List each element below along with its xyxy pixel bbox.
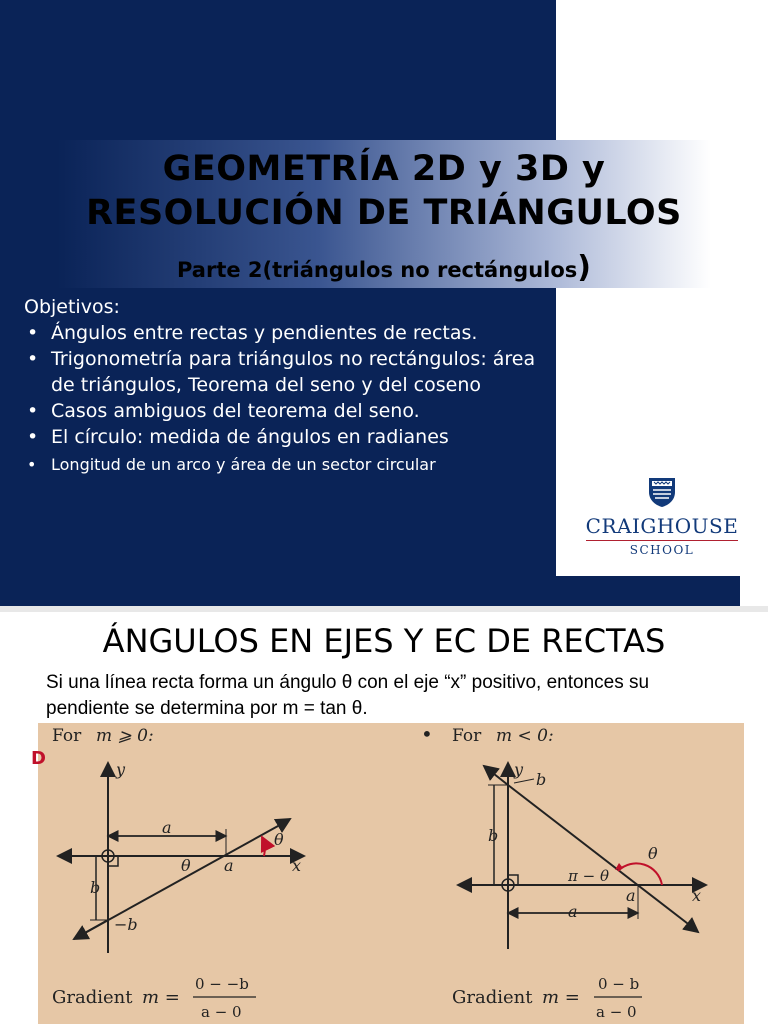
right-gradient-label: Gradient xyxy=(452,987,533,1008)
objectives-heading: Objetivos: xyxy=(24,296,120,318)
right-a-axis: a xyxy=(626,886,636,905)
right-gradient-den: a − 0 xyxy=(596,1003,637,1021)
left-x-label: x xyxy=(292,856,302,875)
left-diagram xyxy=(52,726,304,1021)
logo-subtitle: SCHOOL xyxy=(629,543,695,557)
subtitle-text: Parte 2(triángulos no rectángulos xyxy=(176,258,578,282)
logo-name: CRAIGHOUSE xyxy=(585,514,739,538)
crest-icon xyxy=(647,476,677,508)
slide-2-text: Si una línea recta forma un ángulo θ con el eje “x” positivo, entonces su pendiente se determina por m = tan θ. xyxy=(46,672,650,719)
right-gradient-num: 0 − b xyxy=(598,975,640,993)
red-mark: D xyxy=(31,748,46,769)
right-line-arrow-up xyxy=(484,766,508,785)
gradient-figure xyxy=(38,723,744,1024)
right-theta: θ xyxy=(648,844,658,863)
left-gradient-label: Gradient xyxy=(52,987,133,1008)
left-line-arrow-down xyxy=(74,920,108,939)
right-right-angle xyxy=(508,875,518,885)
objective-item: • Longitud de un arco y área de un sector circular xyxy=(24,452,554,478)
left-minus-b: −b xyxy=(114,915,138,934)
gradient-diagrams xyxy=(38,723,744,1024)
school-logo xyxy=(584,476,740,557)
right-caption-for: For xyxy=(452,726,482,746)
right-b-leader xyxy=(514,779,534,783)
slide-divider xyxy=(0,606,768,612)
left-line-arrow-up xyxy=(278,819,290,826)
right-bullet: • xyxy=(421,723,433,746)
title-line-2: RESOLUCIÓN DE TRIÁNGULOS xyxy=(86,193,682,233)
right-y-label: y xyxy=(514,760,524,779)
right-b-top: b xyxy=(536,770,547,789)
objective-item: • El círculo: medida de ángulos en radianes xyxy=(24,424,554,450)
objectives-list xyxy=(24,320,554,478)
right-edge xyxy=(740,0,768,606)
objective-item: • Ángulos entre rectas y pendientes de rectas. xyxy=(24,320,554,346)
right-diagram xyxy=(421,723,706,1021)
objective-item: • Trigonometría para triángulos no rectángulos: área de triángulos, Teorema del seno y del coseno xyxy=(24,346,554,398)
left-theta-arc xyxy=(262,837,265,856)
left-theta: θ xyxy=(274,830,284,849)
right-b-side: b xyxy=(488,826,499,845)
left-gradient-num: 0 − −b xyxy=(195,975,249,993)
right-caption-cond: m < 0: xyxy=(496,726,554,746)
left-a-top: a xyxy=(162,818,172,837)
left-gradient-m: m = xyxy=(142,987,180,1008)
slide-2-title: ÁNGULOS EN EJES Y EC DE RECTAS xyxy=(102,622,666,660)
left-theta-inner: θ xyxy=(181,856,191,875)
right-line xyxy=(508,785,696,930)
right-pi-minus-theta: π − θ xyxy=(568,867,609,885)
left-y-label: y xyxy=(116,760,126,779)
objectives-block xyxy=(24,294,554,478)
right-line-arrow-down xyxy=(688,924,698,932)
left-right-angle xyxy=(108,856,118,866)
left-caption-cond: m ⩾ 0: xyxy=(96,726,154,746)
left-b: b xyxy=(90,878,101,897)
left-gradient-den: a − 0 xyxy=(201,1003,242,1021)
left-caption-for: For xyxy=(52,726,82,746)
left-a-axis: a xyxy=(224,856,234,875)
objective-item: • Casos ambiguos del teorema del seno. xyxy=(24,398,554,424)
subtitle xyxy=(57,250,711,285)
logo-rule xyxy=(586,540,738,541)
right-x-label: x xyxy=(692,886,702,905)
right-gradient-m: m = xyxy=(542,987,580,1008)
navy-footer-band xyxy=(0,576,768,606)
title-line-1: GEOMETRÍA 2D y 3D y xyxy=(162,149,606,189)
subtitle-paren: ) xyxy=(577,250,591,285)
right-a-bottom: a xyxy=(568,902,578,921)
